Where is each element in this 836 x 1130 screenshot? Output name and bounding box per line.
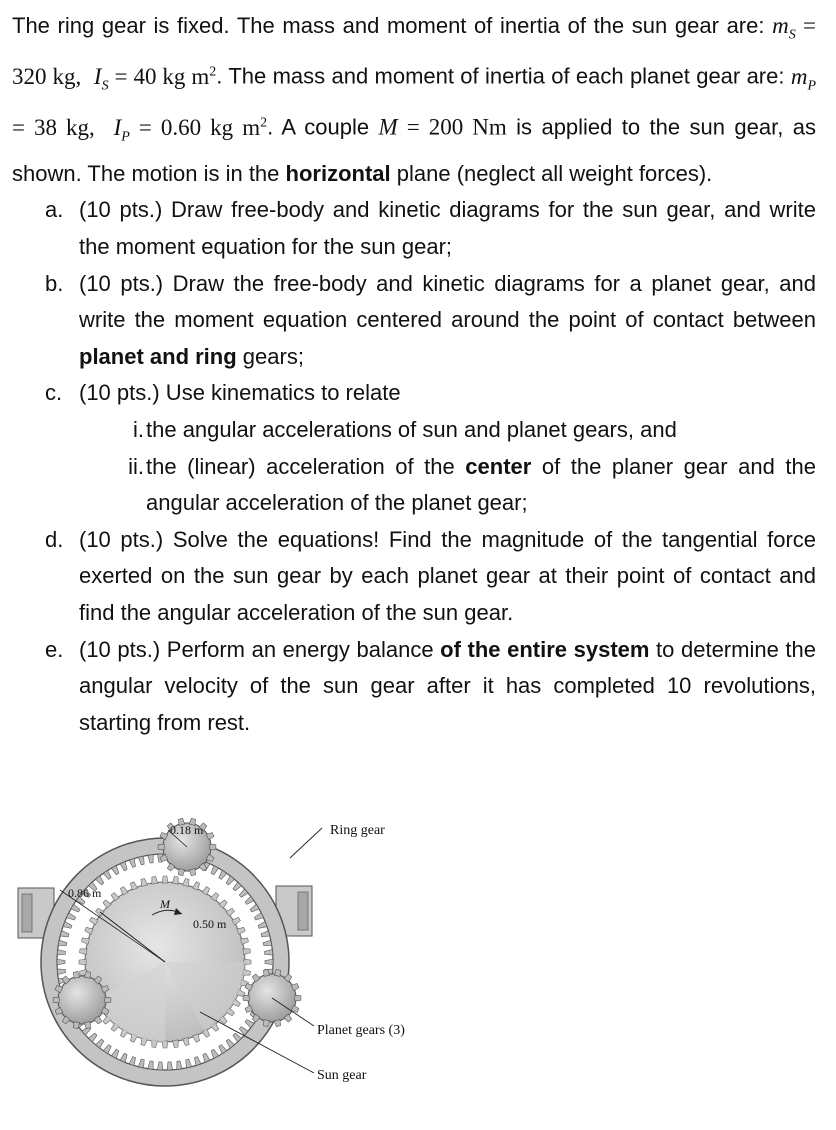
- ring-gear-leader: [290, 828, 322, 858]
- item-c-ii-text-1: the (linear) acceleration of the: [146, 453, 466, 479]
- item-b: [12, 266, 816, 376]
- gear-tooth: [210, 844, 216, 850]
- intro-text-2: . The mass and moment of inertia of each planet gear are:: [216, 63, 791, 89]
- item-d: [12, 522, 816, 632]
- gear-tooth: [162, 876, 168, 883]
- intro-text-3: . A couple: [267, 114, 379, 140]
- gear-tooth: [265, 959, 273, 964]
- ring-gear-label: Ring gear: [330, 823, 385, 838]
- intro-paragraph: [12, 8, 816, 192]
- inertia-sun-symbol: $I_S = 40$ kg $m^2$: [93, 63, 217, 94]
- couple-symbol: M = 200 Nm: [378, 114, 507, 140]
- item-c-i: [12, 412, 816, 449]
- item-b-text-2: gears;: [236, 343, 304, 369]
- item-e-text-2: to determine the angular velocity of the sun gear after it has completed 10 revolutions, starting from rest.: [79, 636, 816, 735]
- dim-planet-label: 0.18 m: [170, 823, 204, 837]
- intro-text-4: is applied to the sun gear, as shown. The motion is in the: [12, 114, 816, 186]
- item-c-ii-text-2: of the planer gear and the angular acceleration of the planet gear;: [146, 453, 816, 516]
- mass-planet-symbol: $m_P = 38$ kg,: [12, 63, 816, 140]
- item-c-i-label: i.: [133, 417, 144, 443]
- item-b-label: b.: [45, 270, 64, 296]
- gear-tooth: [243, 995, 249, 1001]
- dim-ring-label: 0.86 m: [68, 886, 102, 900]
- planetary-gear-figure: [0, 790, 836, 1125]
- item-a-text: (10 pts.) Draw free-body and kinetic diagrams for the sun gear, and write the moment equation for the sun gear;: [79, 197, 816, 260]
- dim-sun-label: 0.50 m: [193, 917, 227, 931]
- item-e: [12, 632, 816, 742]
- inertia-planet-symbol: $I_P = 0.60$ kg $m^2$: [113, 114, 268, 145]
- intro-text-5: plane (neglect all weight forces).: [390, 160, 713, 186]
- gear-tooth: [79, 959, 86, 965]
- item-c-label: c.: [45, 380, 63, 406]
- item-c-text: (10 pts.) Use kinematics to relate: [79, 380, 401, 406]
- gear-tooth: [158, 844, 164, 850]
- item-d-text: (10 pts.) Solve the equations! Find the magnitude of the tangential force exerted on the sun gear by each planet gear at their point of contact and find the angular acceleration of the sun gear.: [79, 526, 816, 625]
- item-d-label: d.: [45, 526, 64, 552]
- item-e-bold: of the entire system: [440, 636, 650, 662]
- couple-label: M: [160, 897, 170, 911]
- planet-gears-label: Planet gears (3): [317, 1023, 405, 1038]
- item-c-ii-label: ii.: [128, 453, 144, 479]
- gear-tooth: [57, 959, 65, 964]
- item-e-text-1: (10 pts.) Perform an energy balance: [79, 636, 441, 662]
- planetary-gear-diagram: [0, 790, 836, 1125]
- item-a: [12, 192, 816, 265]
- sun-gear-label: Sun gear: [317, 1068, 367, 1083]
- item-c-i-text: the angular accelerations of sun and planet gears, and: [146, 417, 677, 443]
- intro-bold-horizontal: horizontal: [285, 160, 391, 186]
- gear-tooth: [53, 997, 59, 1003]
- gear-tooth: [274, 1020, 280, 1027]
- item-c-ii-bold: center: [465, 453, 532, 479]
- item-b-bold: planet and ring: [79, 343, 237, 369]
- problem-text: [12, 8, 816, 741]
- item-c-ii: [12, 449, 816, 522]
- item-a-label: a.: [45, 197, 64, 223]
- item-b-text-1: (10 pts.) Draw the free-body and kinetic diagrams for a planet gear, and write the moment equation centered around the point of contact between: [79, 270, 816, 333]
- gear-tooth: [295, 995, 301, 1001]
- item-e-label: e.: [45, 636, 64, 662]
- intro-text-1: The ring gear is fixed. The mass and moment of inertia of the sun gear are:: [12, 13, 773, 38]
- item-c: [12, 375, 816, 412]
- mass-sun-symbol: $m_S = 320$ kg,: [12, 13, 816, 89]
- gear-tooth: [105, 997, 111, 1003]
